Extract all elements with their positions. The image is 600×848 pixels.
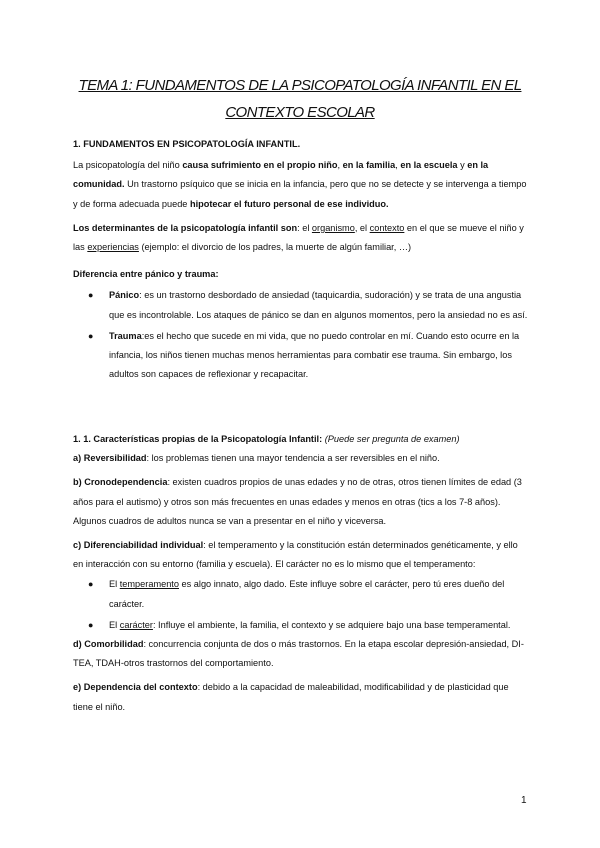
list-item <box>73 286 528 324</box>
text-italic: (Puede ser pregunta de examen) <box>322 434 460 444</box>
text-bold: c) Diferenciabilidad individual <box>73 540 204 551</box>
text: : concurrencia conjunta de dos o más trastornos. En la etapa escolar depresión-ansiedad, DI-TEA, TDAH-otros trastornos del comportamiento. <box>73 639 524 669</box>
text-bold: causa sufrimiento en el propio niño <box>182 160 338 171</box>
text: : el <box>297 222 312 233</box>
text-bold: b) Cronodependencia <box>73 477 168 488</box>
text-underlined: organismo <box>311 222 355 233</box>
text-bold: en la comunidad. <box>73 160 489 190</box>
text: : el temperamento y la constitución están determinados genéticamente, y ello en interacción con su entorno (familia y escuela). El carácter no es lo mismo que el temperamento: <box>73 540 518 570</box>
text-bold: d) Comorbilidad <box>73 639 144 650</box>
text: es algo innato, algo dado. Este influye sobre el carácter, pero tú eres dueño del carácter. <box>109 579 505 609</box>
text-bold: hipotecar el futuro personal de ese individuo. <box>189 198 389 209</box>
section-heading <box>73 430 528 449</box>
text: y <box>457 160 468 171</box>
section-1-1 <box>73 430 528 717</box>
bullet-icon: ● <box>88 619 94 630</box>
list-item <box>73 575 528 613</box>
text: Un trastorno psíquico que se inicia en la infancia, pero que no se detecte y se intervenga a tiempo y de forma adecuada puede <box>73 179 527 209</box>
text-bold: e) Dependencia del contexto <box>73 682 198 693</box>
text-bold: Pánico <box>109 290 140 301</box>
text: , <box>337 160 343 171</box>
item-c <box>73 536 528 574</box>
section-heading: 1. FUNDAMENTOS EN PSICOPATOLOGÍA INFANTIL. <box>73 139 301 149</box>
text-underlined: experiencias <box>87 242 139 253</box>
item-d <box>73 635 528 673</box>
page-number: 1 <box>521 795 527 806</box>
bullet-icon: ● <box>88 579 94 590</box>
item-b <box>73 473 528 531</box>
bullet-icon: ● <box>88 290 94 301</box>
text: : los problemas tienen una mayor tendencia a ser reversibles en el niño. <box>146 453 440 464</box>
subheading-panic-trauma: Diferencia entre pánico y trauma: <box>73 269 219 280</box>
text-underlined: temperamento <box>119 579 179 590</box>
text-bold: en la escuela <box>400 160 458 171</box>
text-bold: Trauma <box>109 330 142 341</box>
text: en el que se mueve el niño y las <box>73 222 524 253</box>
text-bold: a) Reversibilidad <box>73 453 147 464</box>
text: : existen cuadros propios de unas edades y no de otras, otros tienen límites de edad (3 años para el autismo) y otros son más frecuentes en unas edades y menos en otras (tics a los 7-8 años). Algunos cuadros de adultos nunca se van a presentar en el niño y viceversa. <box>73 477 522 526</box>
bullet-icon: ● <box>88 330 94 341</box>
item-e <box>73 678 528 716</box>
text: : debido a la capacidad de maleabilidad, modificabilidad y de plasticidad que tiene el niño. <box>73 682 509 712</box>
item-a <box>73 449 528 468</box>
text: , <box>395 160 401 171</box>
paragraph-intro <box>73 156 528 214</box>
text-bold: 1. 1. Características propias de la Psicopatología Infantil: <box>73 434 323 444</box>
text: : Influye el ambiente, la familia, el contexto y se adquiere bajo una base temperamental. <box>152 619 511 630</box>
text-underlined: contexto <box>369 222 405 233</box>
text: , el <box>354 222 370 233</box>
paragraph-determinants <box>73 219 528 257</box>
document-title-line-2: CONTEXTO ESCOLAR <box>225 104 375 121</box>
list-item <box>73 327 528 385</box>
document-title-line-1: TEMA 1: FUNDAMENTOS DE LA PSICOPATOLOGÍA INFANTIL EN EL <box>78 77 522 94</box>
text-bold: Los determinantes de la psicopatología infantil son <box>73 222 298 233</box>
text: La psicopatología del niño <box>73 160 183 171</box>
bullet-list <box>73 286 528 384</box>
text-bold: en la familia <box>342 160 396 171</box>
section-1 <box>73 135 528 384</box>
text: :es el hecho que sucede en mi vida, que no puedo controlar en mí. Cuando esto ocurre en la infancia, los niños tienen muchas menos herramientas para combatir ese trauma. Sin embargo, los adultos son capaces de reflexionar y recapacitar. <box>109 330 520 380</box>
text: (ejemplo: el divorcio de los padres, la muerte de algún familiar, …) <box>138 242 412 253</box>
bullet-list <box>73 575 528 635</box>
text: : es un trastorno desbordado de ansiedad (taquicardia, sudoración) y se trata de una angustia que es incontrolable. Los ataques de pánico se dan en algunos momentos, pero la ansiedad no es así. <box>109 290 528 320</box>
text: El <box>109 579 120 590</box>
text: El <box>109 619 120 630</box>
text-underlined: carácter <box>119 619 153 630</box>
list-item <box>73 616 528 635</box>
